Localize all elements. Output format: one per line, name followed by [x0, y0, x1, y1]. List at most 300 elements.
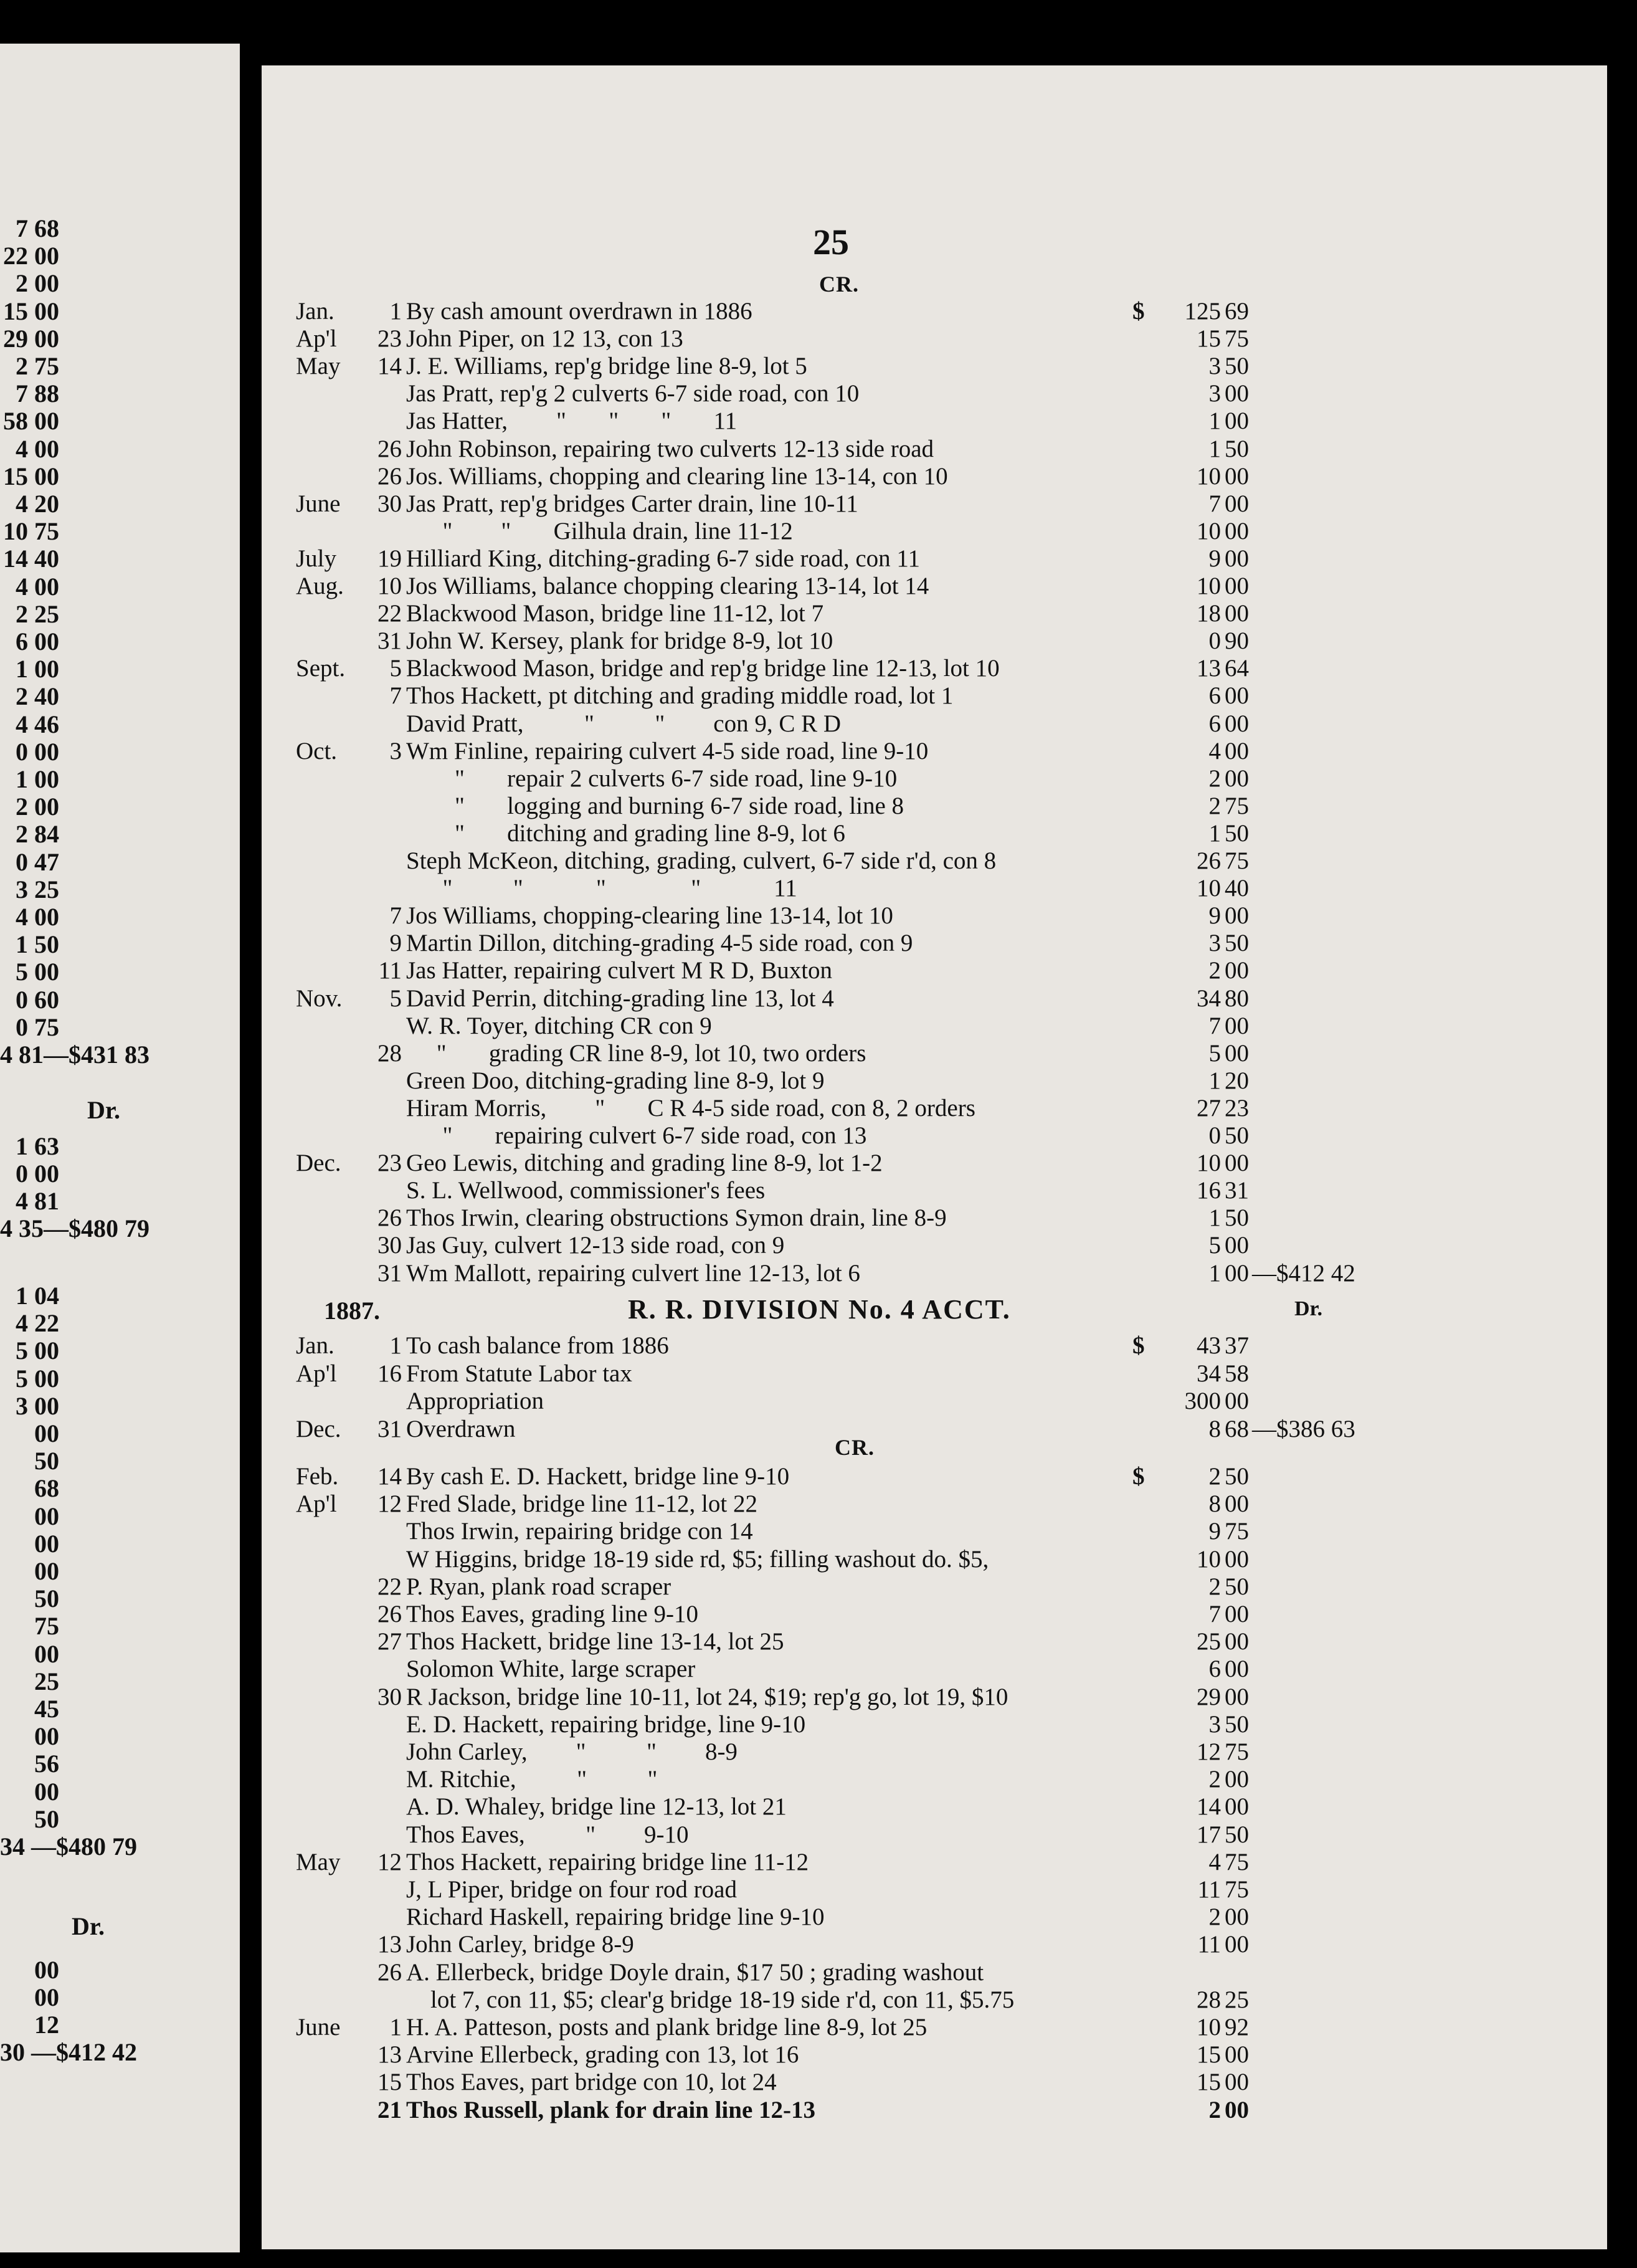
entry-day: 30 — [377, 490, 402, 517]
ledger-row — [0, 847, 1637, 875]
ledger-row — [0, 1150, 1637, 1177]
entry-day: 15 — [377, 2069, 402, 2096]
entry-dollars: 6 — [1208, 682, 1221, 710]
entry-cents: 00 — [1225, 600, 1249, 627]
entry-month: July — [296, 545, 337, 572]
entry-description: Thos Irwin, clearing obstructions Symon drain, line 8-9 — [406, 1204, 947, 1232]
entry-description: Thos Eaves, grading line 9-10 — [406, 1601, 698, 1627]
left-page-figure: 00 — [34, 1502, 59, 1530]
entry-description: Thos Hackett, bridge line 13-14, lot 25 — [406, 1628, 784, 1656]
ledger-row — [0, 1601, 1637, 1628]
entry-description: Blackwood Mason, bridge and rep'g bridge line 12-13, lot 10 — [406, 655, 1000, 682]
entry-day: 1 — [389, 1332, 402, 1359]
entry-dollars: 1 — [1208, 435, 1221, 462]
left-page-figure: 2 25 — [16, 599, 59, 628]
ledger-row — [0, 820, 1637, 847]
entry-cents: 50 — [1225, 1463, 1249, 1490]
entry-dollars: 5 — [1208, 1039, 1221, 1067]
entry-cents: 00 — [1225, 2041, 1249, 2069]
entry-cents: 00 — [1225, 490, 1249, 517]
entry-dollars: 15 — [1197, 325, 1221, 353]
entry-cents: 50 — [1225, 1821, 1249, 1848]
entry-day: 13 — [377, 1931, 402, 1958]
entry-cents: 50 — [1225, 930, 1249, 957]
entry-cents: 00 — [1225, 1039, 1249, 1067]
ledger-row — [0, 738, 1637, 765]
entry-dollars: 43 — [1197, 1332, 1221, 1359]
entry-cents: 64 — [1225, 655, 1249, 682]
entry-description: Jos Williams, balance chopping clearing 13-14, lot 14 — [406, 573, 929, 599]
entry-day: 23 — [377, 1150, 402, 1177]
left-page-figure: 2 75 — [16, 352, 59, 380]
left-page-figure: 7 88 — [16, 379, 59, 408]
entry-description: John Carley, bridge 8-9 — [406, 1931, 634, 1958]
entry-description: Hilliard King, ditching-grading 6-7 side road, con 11 — [406, 545, 920, 572]
entry-cents: 00 — [1225, 407, 1249, 435]
entry-dollars: 3 — [1208, 1710, 1221, 1738]
entry-dollars: 10 — [1197, 517, 1221, 545]
entry-dollars: 10 — [1197, 875, 1221, 902]
entry-cents: 00 — [1225, 682, 1249, 710]
entry-dollars: 7 — [1208, 1012, 1221, 1039]
entry-month: Aug. — [296, 573, 344, 599]
entry-description: Jos Williams, chopping-clearing line 13-14, lot 10 — [406, 902, 893, 930]
entry-dollars: 4 — [1208, 737, 1221, 765]
entry-cents: 50 — [1225, 1204, 1249, 1232]
ledger-row — [0, 1628, 1637, 1656]
ledger-row — [0, 1204, 1637, 1232]
left-page-figure: 15 00 — [3, 462, 59, 490]
ledger-row — [0, 407, 1637, 435]
entry-description: Jas Pratt, rep'g 2 culverts 6-7 side road, con 10 — [406, 380, 860, 407]
entry-day: 31 — [377, 1415, 402, 1442]
entry-description: S. L. Wellwood, commissioner's fees — [406, 1177, 766, 1204]
entry-cents: 00 — [1225, 957, 1249, 984]
left-page-figure: 2 00 — [16, 269, 59, 298]
entry-day: 12 — [377, 1490, 402, 1518]
left-page-figure: 1 00 — [16, 765, 59, 793]
left-page-figure: 30 —$412 42 — [0, 2038, 137, 2066]
entry-description: " grading CR line 8-9, lot 10, two orders — [406, 1039, 866, 1067]
left-page-figure: 50 — [34, 1584, 59, 1613]
left-page-figure: 22 00 — [3, 242, 59, 270]
entry-dollars: 10 — [1197, 462, 1221, 490]
entry-description: Thos Russell, plank for drain line 12-13 — [406, 2096, 816, 2123]
left-page-figure: 29 00 — [3, 324, 59, 353]
left-page-figure: 6 00 — [16, 627, 59, 655]
entry-dollars: 0 — [1208, 1122, 1221, 1149]
left-page-figure: 2 40 — [16, 682, 59, 711]
entry-dollars: 2 — [1208, 1573, 1221, 1600]
entry-description: W. R. Toyer, ditching CR con 9 — [406, 1012, 712, 1039]
cr-heading-2: CR. — [835, 1435, 875, 1460]
entry-description: Jas Hatter, repairing culvert M R D, Buxton — [406, 957, 833, 984]
entry-description: Green Doo, ditching-grading line 8-9, lot 9 — [406, 1067, 825, 1094]
entry-cents: 20 — [1225, 1067, 1249, 1094]
entry-cents: 00 — [1225, 517, 1249, 545]
entry-dollars: 3 — [1208, 380, 1221, 407]
ledger-row — [0, 1463, 1637, 1490]
entry-day: 31 — [377, 627, 402, 655]
left-page-figure: 4 46 — [16, 710, 59, 738]
entry-dollars: 2 — [1208, 2096, 1221, 2123]
entry-dollars: 34 — [1197, 984, 1221, 1012]
left-page-figure: 15 00 — [3, 297, 59, 325]
entry-dollars: 9 — [1208, 1518, 1221, 1545]
entry-cents: 75 — [1225, 847, 1249, 874]
ledger-row — [0, 1388, 1637, 1415]
entry-description: R Jackson, bridge line 10-11, lot 24, $19; rep'g go, lot 19, $10 — [406, 1683, 1008, 1710]
entry-dollars: 7 — [1208, 1601, 1221, 1627]
ledger-row — [0, 627, 1637, 655]
entry-cents: 00 — [1225, 573, 1249, 599]
left-dr-label: Dr. — [87, 1096, 120, 1124]
entry-description: A. D. Whaley, bridge line 12-13, lot 21 — [406, 1793, 787, 1821]
entry-dollars: 2 — [1208, 1463, 1221, 1490]
entry-dollars: 9 — [1208, 545, 1221, 572]
entry-day: 26 — [377, 1958, 402, 1986]
ledger-row — [0, 1711, 1637, 1738]
left-page-figure: 0 00 — [16, 1160, 59, 1188]
ledger-row — [0, 1821, 1637, 1849]
entry-dollars: 3 — [1208, 353, 1221, 380]
entry-dollars: 4 — [1208, 1848, 1221, 1875]
entry-dollars: 10 — [1197, 573, 1221, 599]
division-title: R. R. DIVISION No. 4 ACCT. — [628, 1294, 1011, 1325]
ledger-row — [0, 1332, 1637, 1360]
page-number: 25 — [813, 222, 849, 262]
entry-cents: 00 — [1225, 1259, 1249, 1287]
entry-description: Wm Mallott, repairing culvert line 12-13, lot 6 — [406, 1259, 860, 1287]
ledger-row — [0, 2069, 1637, 2096]
entry-day: 30 — [377, 1683, 402, 1710]
entry-cents: 00 — [1225, 902, 1249, 930]
ledger-row — [0, 325, 1637, 353]
entry-description: Wm Finline, repairing culvert 4-5 side road, line 9-10 — [406, 737, 929, 765]
entry-cents: 00 — [1225, 1904, 1249, 1931]
entry-cents: 00 — [1225, 1388, 1249, 1414]
entry-day: 22 — [377, 600, 402, 627]
entry-dollars: 9 — [1208, 902, 1221, 930]
entry-description: Arvine Ellerbeck, grading con 13, lot 16 — [406, 2041, 799, 2069]
entry-dollars: 0 — [1208, 627, 1221, 655]
entry-cents: 58 — [1225, 1360, 1249, 1387]
left-page-figure: 4 22 — [16, 1309, 59, 1338]
entry-month: Feb. — [296, 1463, 339, 1490]
entry-day: 5 — [389, 984, 402, 1012]
entry-description: J, L Piper, bridge on four rod road — [406, 1876, 737, 1903]
left-page-figure: 3 25 — [16, 875, 59, 903]
left-page-figure: 1 04 — [16, 1282, 59, 1310]
entry-description: By cash E. D. Hackett, bridge line 9-10 — [406, 1463, 790, 1490]
entry-description: Jas Guy, culvert 12-13 side road, con 9 — [406, 1232, 785, 1259]
entry-description: " repair 2 culverts 6-7 side road, line 9-10 — [406, 765, 898, 792]
ledger-row — [0, 1959, 1637, 1986]
ledger-row — [0, 655, 1637, 682]
entry-dollar-sign: $ — [1132, 1332, 1145, 1359]
entry-cents: 75 — [1225, 1876, 1249, 1903]
entry-cents: 00 — [1225, 1766, 1249, 1793]
entry-dollars: 10 — [1197, 1150, 1221, 1177]
entry-cents: 00 — [1225, 545, 1249, 572]
ledger-row — [0, 1793, 1637, 1821]
entry-cents: 00 — [1225, 1656, 1249, 1683]
entry-day: 31 — [377, 1259, 402, 1287]
entry-description: " ditching and grading line 8-9, lot 6 — [406, 819, 845, 847]
left-page-figure: 1 50 — [16, 930, 59, 959]
ledger-row — [0, 985, 1637, 1012]
entry-day: 26 — [377, 1601, 402, 1627]
entry-day: 10 — [377, 573, 402, 599]
entry-cents: 25 — [1225, 1986, 1249, 2013]
ledger-row — [0, 710, 1637, 738]
entry-dollars: 29 — [1197, 1683, 1221, 1710]
entry-description: From Statute Labor tax — [406, 1360, 632, 1387]
entry-description: lot 7, con 11, $5; clear'g bridge 18-19 side r'd, con 11, $5.75 — [406, 1986, 1015, 2013]
entry-month: Jan. — [296, 298, 335, 325]
entry-dollars: 14 — [1197, 1793, 1221, 1821]
entry-dollars: 2 — [1208, 957, 1221, 984]
entry-month: Ap'l — [296, 325, 337, 353]
ledger-row — [0, 1122, 1637, 1150]
left-page-figure: 0 75 — [16, 1012, 59, 1041]
entry-cents: 00 — [1225, 462, 1249, 490]
entry-total: —$412 42 — [1252, 1259, 1355, 1287]
entry-dollars: 34 — [1197, 1360, 1221, 1387]
left-page-figure: 00 — [34, 1956, 59, 1984]
entry-cents: 50 — [1225, 1122, 1249, 1149]
entry-dollars: 25 — [1197, 1628, 1221, 1656]
left-page-figure: 4 00 — [16, 434, 59, 463]
left-page-figure: 7 68 — [16, 214, 59, 242]
entry-description: Hiram Morris, " C R 4-5 side road, con 8, 2 orders — [406, 1094, 975, 1122]
ledger-row — [0, 2097, 1637, 2124]
entry-dollar-sign: $ — [1132, 1463, 1145, 1490]
entry-dollars: 11 — [1197, 1931, 1221, 1958]
entry-dollars: 1 — [1208, 1204, 1221, 1232]
entry-day: 12 — [377, 1848, 402, 1875]
entry-total: —$386 63 — [1252, 1415, 1355, 1442]
entry-dollars: 10 — [1197, 2014, 1221, 2041]
left-page-figure: 5 00 — [16, 1336, 59, 1365]
entry-cents: 00 — [1225, 1601, 1249, 1627]
cr-heading: CR. — [819, 272, 859, 297]
ledger-row — [0, 573, 1637, 600]
entry-cents: 75 — [1225, 792, 1249, 819]
entry-month: Dec. — [296, 1415, 341, 1442]
entry-day: 16 — [377, 1360, 402, 1387]
ledger-row — [0, 1656, 1637, 1683]
left-page-figure: 25 — [34, 1667, 59, 1695]
entry-cents: 90 — [1225, 627, 1249, 655]
ledger-row — [0, 1177, 1637, 1204]
ledger-row — [0, 1573, 1637, 1601]
entry-cents: 00 — [1225, 1683, 1249, 1710]
entry-day: 21 — [377, 2096, 402, 2123]
left-page-figure: 0 60 — [16, 985, 59, 1014]
ledger-row — [0, 1416, 1637, 1443]
entry-description: Thos Eaves, part bridge con 10, lot 24 — [406, 2069, 777, 2096]
entry-dollars: 2 — [1208, 1904, 1221, 1931]
entry-dollars: 1 — [1208, 407, 1221, 435]
entry-day: 30 — [377, 1232, 402, 1259]
entry-description: David Pratt, " " con 9, C R D — [406, 710, 842, 737]
division-year: 1887. — [324, 1297, 380, 1325]
entry-cents: 68 — [1225, 1415, 1249, 1442]
entry-cents: 75 — [1225, 325, 1249, 353]
entry-description: J. E. Williams, rep'g bridge line 8-9, lot 5 — [406, 353, 807, 380]
ledger-row — [0, 545, 1637, 573]
left-page-figure: 00 — [34, 1419, 59, 1447]
entry-description: David Perrin, ditching-grading line 13, lot 4 — [406, 984, 834, 1012]
left-page-figure: 00 — [34, 1529, 59, 1558]
entry-description: Jas Pratt, rep'g bridges Carter drain, line 10-11 — [406, 490, 858, 517]
left-page-figure: 50 — [34, 1447, 59, 1475]
entry-day: 9 — [389, 930, 402, 957]
entry-cents: 75 — [1225, 1738, 1249, 1765]
ledger-row — [0, 793, 1637, 820]
entry-day: 1 — [389, 298, 402, 325]
entry-dollars: 8 — [1208, 1490, 1221, 1518]
entry-day: 1 — [389, 2014, 402, 2041]
entry-description: To cash balance from 1886 — [406, 1332, 669, 1359]
entry-dollars: 15 — [1197, 2069, 1221, 2096]
left-page-figure: 75 — [34, 1612, 59, 1641]
left-page-figure: 56 — [34, 1750, 59, 1778]
entry-cents: 50 — [1225, 819, 1249, 847]
entry-description: Martin Dillon, ditching-grading 4-5 side road, con 9 — [406, 930, 913, 957]
entry-cents: 00 — [1225, 1490, 1249, 1518]
ledger-row — [0, 875, 1637, 902]
entry-dollars: 11 — [1197, 1876, 1221, 1903]
entry-day: 11 — [378, 957, 402, 984]
entry-description: By cash amount overdrawn in 1886 — [406, 298, 752, 325]
entry-dollars: 7 — [1208, 490, 1221, 517]
ledger-row — [0, 1904, 1637, 1931]
ledger-row — [0, 463, 1637, 490]
entry-dollars: 2 — [1208, 765, 1221, 792]
entry-cents: 00 — [1225, 1793, 1249, 1821]
ledger-row — [0, 1983, 1637, 2014]
entry-cents: 00 — [1225, 765, 1249, 792]
ledger-row — [0, 1490, 1637, 1518]
entry-day: 26 — [377, 462, 402, 490]
entry-cents: 00 — [1225, 1012, 1249, 1039]
entry-description: " logging and burning 6-7 side road, line 8 — [406, 792, 904, 819]
left-page-figure: 2 00 — [16, 793, 59, 821]
entry-month: May — [296, 1848, 341, 1875]
entry-day: 7 — [389, 682, 402, 710]
left-page-figure: 12 — [34, 2011, 59, 2039]
entry-month: June — [296, 2014, 341, 2041]
entry-cents: 80 — [1225, 984, 1249, 1012]
entry-description: E. D. Hackett, repairing bridge, line 9-10 — [406, 1710, 806, 1738]
entry-description: Jas Hatter, " " " 11 — [406, 407, 738, 435]
entry-cents: 40 — [1225, 875, 1249, 902]
left-page-figure: 00 — [34, 1639, 59, 1668]
ledger-row — [0, 518, 1637, 545]
entry-cents: 31 — [1225, 1177, 1249, 1204]
entry-dollars: 3 — [1208, 930, 1221, 957]
entry-dollars: 6 — [1208, 1656, 1221, 1683]
entry-dollars: 5 — [1208, 1232, 1221, 1259]
entry-dollars: 27 — [1197, 1094, 1221, 1122]
entry-dollars: 16 — [1197, 1177, 1221, 1204]
ledger-row — [0, 380, 1637, 407]
entry-dollars: 17 — [1197, 1821, 1221, 1848]
entry-cents: 50 — [1225, 353, 1249, 380]
entry-cents: 50 — [1225, 1573, 1249, 1600]
entry-day: 3 — [389, 737, 402, 765]
ledger-row — [0, 1684, 1637, 1711]
entry-month: June — [296, 490, 341, 517]
ledger-row — [0, 682, 1637, 710]
entry-dollars: 8 — [1208, 1415, 1221, 1442]
ledger-row — [0, 1766, 1637, 1793]
left-page-figure: 10 75 — [3, 517, 59, 546]
entry-month: Dec. — [296, 1150, 341, 1177]
entry-cents: 00 — [1225, 1150, 1249, 1177]
left-page-figure: 4 81 — [16, 1187, 59, 1215]
entry-day: 26 — [377, 1204, 402, 1232]
entry-cents: 00 — [1225, 1628, 1249, 1656]
entry-description: Thos Hackett, pt ditching and grading middle road, lot 1 — [406, 682, 954, 710]
entry-dollars: 6 — [1208, 710, 1221, 737]
entry-description: John W. Kersey, plank for bridge 8-9, lot 10 — [406, 627, 833, 655]
ledger-row — [0, 1849, 1637, 1876]
entry-description: John Carley, " " 8-9 — [406, 1738, 738, 1765]
left-page-figure: 0 47 — [16, 847, 59, 876]
entry-day: 5 — [389, 655, 402, 682]
entry-dollar-sign: $ — [1132, 298, 1145, 325]
entry-description: Solomon White, large scraper — [406, 1656, 696, 1683]
entry-cents: 50 — [1225, 1710, 1249, 1738]
entry-description: P. Ryan, plank road scraper — [406, 1573, 671, 1600]
entry-cents: 00 — [1225, 380, 1249, 407]
entry-day: 28 — [377, 1039, 402, 1067]
left-page-figure: 34 —$480 79 — [0, 1832, 137, 1861]
entry-cents: 75 — [1225, 1848, 1249, 1875]
entry-cents: 92 — [1225, 2014, 1249, 2041]
ledger-row — [0, 600, 1637, 627]
entry-dollars: 12 — [1197, 1738, 1221, 1765]
ledger-row — [0, 1546, 1637, 1573]
left-page-figure: 4 35—$480 79 — [0, 1214, 149, 1242]
entry-description: Appropriation — [406, 1388, 544, 1414]
entry-dollars: 10 — [1197, 1545, 1221, 1573]
ledger-row — [0, 1518, 1637, 1545]
ledger-row — [0, 1232, 1637, 1259]
entry-dollars: 1 — [1208, 1067, 1221, 1094]
entry-day: 26 — [377, 435, 402, 462]
entry-description: John Piper, on 12 13, con 13 — [406, 325, 683, 353]
entry-dollars: 15 — [1197, 2041, 1221, 2069]
left-page-figure: 14 40 — [3, 545, 59, 573]
entry-cents: 37 — [1225, 1332, 1249, 1359]
entry-month: Oct. — [296, 737, 338, 765]
entry-description: " repairing culvert 6-7 side road, con 13 — [406, 1122, 867, 1149]
entry-description: Thos Hackett, repairing bridge line 11-12 — [406, 1848, 809, 1875]
left-page-figure: 4 20 — [16, 490, 59, 518]
entry-dollars: 2 — [1208, 1766, 1221, 1793]
entry-cents: 00 — [1225, 737, 1249, 765]
entry-day: 22 — [377, 1573, 402, 1600]
left-page-figure: 4 81—$431 83 — [0, 1041, 149, 1069]
entry-description: Steph McKeon, ditching, grading, culvert, 6-7 side r'd, con 8 — [406, 847, 997, 874]
entry-description: Thos Irwin, repairing bridge con 14 — [406, 1518, 753, 1545]
ledger-row — [0, 1040, 1637, 1067]
entry-cents: 75 — [1225, 1518, 1249, 1545]
